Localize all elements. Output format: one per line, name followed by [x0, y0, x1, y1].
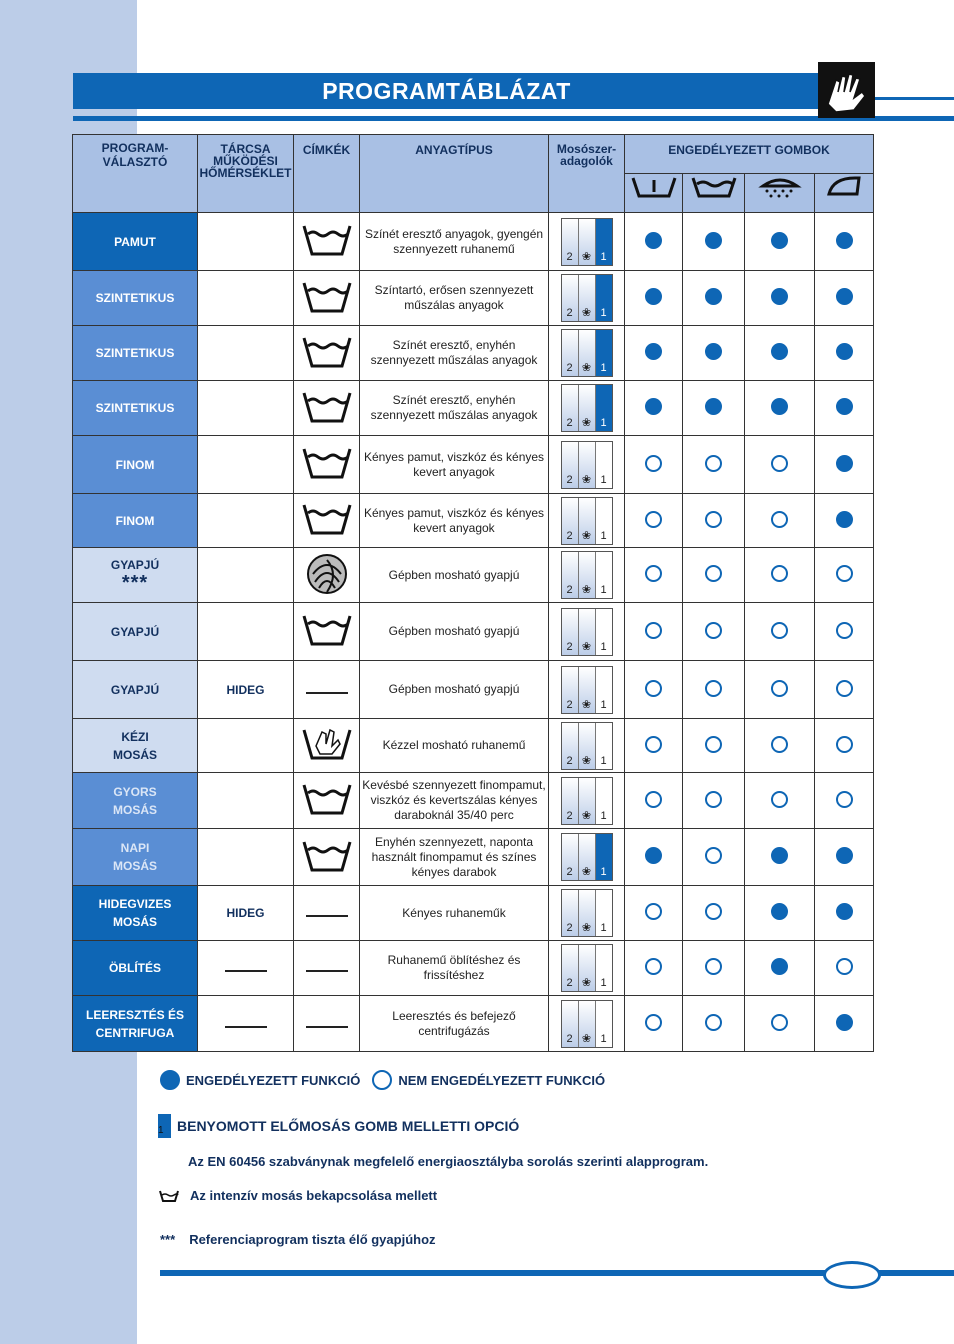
- enabled-dot-icon: [645, 288, 662, 305]
- button-status-cell: [745, 941, 815, 996]
- button-status-cell: [815, 941, 874, 996]
- header-material: ANYAGTÍPUS: [360, 135, 549, 213]
- enabled-dot-icon: [645, 398, 662, 415]
- wash-tub-icon: [294, 213, 360, 271]
- disabled-dot-icon: [645, 680, 662, 697]
- disabled-dot-icon: [645, 565, 662, 582]
- detergent-dispenser-icon: 2 ❀ 1: [561, 889, 613, 937]
- table-row: [73, 603, 874, 661]
- program-temp: [198, 996, 294, 1052]
- material-type: Gépben mosható gyapjú: [360, 603, 549, 661]
- detergent-dispenser-icon: 2 ❀ 1: [561, 274, 613, 322]
- button-status-cell: [745, 326, 815, 381]
- program-temp: [198, 719, 294, 773]
- no-label-dash: [294, 941, 360, 996]
- detergent-cell: [549, 996, 625, 1052]
- enabled-dot-icon: [705, 288, 722, 305]
- program-temp: HIDEG: [198, 661, 294, 719]
- program-temp: [198, 326, 294, 381]
- material-type: Gépben mosható gyapjú: [360, 548, 549, 603]
- detergent-cell: [549, 886, 625, 941]
- legend-prewash: [158, 1114, 519, 1138]
- program-name: ÖBLÍTÉS: [73, 941, 198, 996]
- header-program: PROGRAM- VÁLASZTÓ: [73, 135, 198, 213]
- disabled-dot-icon: [645, 511, 662, 528]
- button-status-cell: [625, 886, 683, 941]
- legend-enabled: [160, 1070, 605, 1090]
- program-name: SZINTETIKUS: [73, 326, 198, 381]
- button-status-cell: [815, 326, 874, 381]
- button-status-cell: [815, 996, 874, 1052]
- button-status-cell: [815, 436, 874, 494]
- button-status-cell: [815, 886, 874, 941]
- detergent-cell: [549, 213, 625, 271]
- material-type: Leeresztés és befejező centrifugázás: [360, 996, 549, 1052]
- program-name: GYAPJÚ: [73, 603, 198, 661]
- enabled-dot-icon: [771, 958, 788, 975]
- button-status-cell: [815, 548, 874, 603]
- detergent-cell: [549, 829, 625, 886]
- button-status-cell: [625, 603, 683, 661]
- disabled-dot-icon: [705, 565, 722, 582]
- button-status-cell: [815, 603, 874, 661]
- table-row: [73, 829, 874, 886]
- program-temp: [198, 436, 294, 494]
- enabled-dot-icon: [771, 232, 788, 249]
- no-label-dash: [294, 996, 360, 1052]
- wash-tub-icon: [294, 773, 360, 829]
- button-status-cell: [625, 381, 683, 436]
- disabled-dot-icon: [705, 680, 722, 697]
- wash-tub-icon: [294, 829, 360, 886]
- disabled-dot-icon: [645, 791, 662, 808]
- material-type: Színét eresztő anyagok, gyengén szennyezett ruhanemű: [360, 213, 549, 271]
- button-status-cell: [683, 996, 745, 1052]
- disabled-dot-icon: [771, 622, 788, 639]
- button-status-cell: [683, 326, 745, 381]
- disabled-dot-icon: [705, 958, 722, 975]
- detergent-dispenser-icon: 2 ❀ 1: [561, 608, 613, 656]
- enabled-dot-icon: [160, 1070, 180, 1090]
- detergent-cell: [549, 271, 625, 326]
- legend-intensive: [158, 1188, 437, 1203]
- detergent-cell: [549, 603, 625, 661]
- enabled-dot-icon: [771, 903, 788, 920]
- program-temp: [198, 213, 294, 271]
- disabled-dot-icon: [836, 958, 853, 975]
- enabled-dot-icon: [771, 398, 788, 415]
- program-rows: [73, 213, 874, 1052]
- enabled-dot-icon: [705, 232, 722, 249]
- disabled-dot-icon: [771, 565, 788, 582]
- wool-ball-icon: [294, 548, 360, 603]
- header-buttons: ENGEDÉLYEZETT GOMBOK: [625, 135, 874, 174]
- program-temp: [198, 773, 294, 829]
- disabled-dot-icon: [705, 736, 722, 753]
- detergent-dispenser-icon: 2 ❀ 1: [561, 497, 613, 545]
- table-row: [73, 436, 874, 494]
- program-name: SZINTETIKUS: [73, 381, 198, 436]
- disabled-dot-icon: [771, 455, 788, 472]
- program-name: GYAPJÚ ***: [73, 548, 198, 603]
- button-status-cell: [745, 548, 815, 603]
- button-status-cell: [683, 213, 745, 271]
- button-status-cell: [745, 213, 815, 271]
- header-detergent: Mosószer- adagolók: [549, 135, 625, 213]
- wash-tub-icon: [294, 436, 360, 494]
- button-status-cell: [625, 996, 683, 1052]
- program-temp: HIDEG: [198, 886, 294, 941]
- button-status-cell: [815, 773, 874, 829]
- button-status-cell: [683, 494, 745, 548]
- button-status-cell: [683, 941, 745, 996]
- material-type: Kényes pamut, viszkóz és kényes kevert anyagok: [360, 494, 549, 548]
- program-name: NAPI MOSÁS: [73, 829, 198, 886]
- enabled-dot-icon: [836, 511, 853, 528]
- disabled-dot-icon: [645, 1014, 662, 1031]
- button-status-cell: [625, 326, 683, 381]
- program-name: GYAPJÚ: [73, 661, 198, 719]
- button-status-cell: [625, 773, 683, 829]
- no-label-dash: [294, 886, 360, 941]
- disabled-dot-icon: [645, 903, 662, 920]
- disabled-dot-icon: [705, 847, 722, 864]
- enabled-dot-icon: [836, 847, 853, 864]
- prewash-marker-icon: 1: [158, 1114, 171, 1138]
- table-row: [73, 719, 874, 773]
- program-name: FINOM: [73, 494, 198, 548]
- disabled-dot-icon: [705, 511, 722, 528]
- button-status-cell: [745, 719, 815, 773]
- button-status-cell: [815, 381, 874, 436]
- table-row: [73, 271, 874, 326]
- detergent-dispenser-icon: 2 ❀ 1: [561, 329, 613, 377]
- detergent-cell: [549, 326, 625, 381]
- program-name: SZINTETIKUS: [73, 271, 198, 326]
- material-type: Kevésbé szennyezett finompamut, viszkóz és kevertszálas kényes daraboknál 35/40 perc: [360, 773, 549, 829]
- legend-enabled-text: ENGEDÉLYEZETT FUNKCIÓ: [186, 1072, 361, 1088]
- button-status-cell: [625, 719, 683, 773]
- program-temp: [198, 271, 294, 326]
- button-status-cell: [683, 829, 745, 886]
- hand-icon: [818, 62, 875, 118]
- detergent-cell: [549, 381, 625, 436]
- program-name: LEERESZTÉS ÉS CENTRIFUGA: [73, 996, 198, 1052]
- button-status-cell: [815, 661, 874, 719]
- button-status-cell: [625, 213, 683, 271]
- disabled-dot-icon: [771, 1014, 788, 1031]
- table-row: [73, 548, 874, 603]
- button-status-cell: [745, 886, 815, 941]
- button-status-cell: [625, 548, 683, 603]
- wash-tub-icon: [294, 326, 360, 381]
- intensive-wash-icon: [683, 174, 745, 213]
- button-status-cell: [815, 494, 874, 548]
- disabled-dot-icon: [836, 565, 853, 582]
- enabled-dot-icon: [836, 288, 853, 305]
- detergent-cell: [549, 661, 625, 719]
- program-name: FINOM: [73, 436, 198, 494]
- program-temp: [198, 829, 294, 886]
- program-name: GYORS MOSÁS: [73, 773, 198, 829]
- detergent-dispenser-icon: 2 ❀ 1: [561, 384, 613, 432]
- no-label-dash: [294, 661, 360, 719]
- button-status-cell: [745, 773, 815, 829]
- enabled-dot-icon: [645, 343, 662, 360]
- detergent-cell: [549, 941, 625, 996]
- legend-prewash-text: BENYOMOTT ELŐMOSÁS GOMB MELLETTI OPCIÓ: [177, 1118, 520, 1134]
- program-table: [72, 134, 874, 1052]
- en-note: Az EN 60456 szabványnak megfelelő energiaosztályba sorolás szerinti alapprogram.: [188, 1154, 709, 1169]
- button-status-cell: [745, 271, 815, 326]
- enabled-dot-icon: [836, 343, 853, 360]
- page-title: PROGRAMTÁBLÁZAT: [73, 73, 820, 109]
- enabled-dot-icon: [705, 343, 722, 360]
- disabled-dot-icon: [645, 736, 662, 753]
- program-name: KÉZI MOSÁS: [73, 719, 198, 773]
- button-status-cell: [625, 829, 683, 886]
- button-status-cell: [745, 603, 815, 661]
- disabled-dot-icon: [836, 680, 853, 697]
- detergent-cell: [549, 548, 625, 603]
- detergent-dispenser-icon: 2 ❀ 1: [561, 944, 613, 992]
- table-row: [73, 941, 874, 996]
- material-type: Színét eresztő, enyhén szennyezett műszálas anyagok: [360, 381, 549, 436]
- button-status-cell: [625, 941, 683, 996]
- wash-tub-icon: [294, 494, 360, 548]
- detergent-cell: [549, 494, 625, 548]
- disabled-dot-icon: [771, 680, 788, 697]
- table-row: [73, 494, 874, 548]
- button-status-cell: [683, 603, 745, 661]
- material-type: Színét eresztő, enyhén szennyezett műszálas anyagok: [360, 326, 549, 381]
- button-status-cell: [625, 661, 683, 719]
- intensive-wash-small-icon: [158, 1189, 180, 1203]
- detergent-dispenser-icon: 2 ❀ 1: [561, 1000, 613, 1048]
- material-type: Gépben mosható gyapjú: [360, 661, 549, 719]
- detergent-dispenser-icon: 2 ❀ 1: [561, 551, 613, 599]
- detergent-dispenser-icon: 2 ❀ 1: [561, 833, 613, 881]
- enabled-dot-icon: [836, 398, 853, 415]
- disabled-dot-icon: [705, 455, 722, 472]
- disabled-dot-icon: [705, 1014, 722, 1031]
- button-status-cell: [683, 548, 745, 603]
- detergent-cell: [549, 719, 625, 773]
- material-type: Ruhanemű öblítéshez és frissítéshez: [360, 941, 549, 996]
- disabled-dot-icon: [705, 903, 722, 920]
- disabled-dot-icon: [836, 736, 853, 753]
- button-status-cell: [683, 661, 745, 719]
- table-row: [73, 661, 874, 719]
- legend-wool-text: Referenciaprogram tiszta élő gyapjúhoz: [189, 1232, 436, 1247]
- button-status-cell: [683, 719, 745, 773]
- disabled-dot-icon: [645, 622, 662, 639]
- button-status-cell: [745, 436, 815, 494]
- material-type: Kényes pamut, viszkóz és kényes kevert anyagok: [360, 436, 549, 494]
- table-row: [73, 773, 874, 829]
- page-number-oval: [823, 1261, 881, 1289]
- program-temp: [198, 381, 294, 436]
- button-status-cell: [683, 381, 745, 436]
- legend-disabled-text: NEM ENGEDÉLYEZETT FUNKCIÓ: [398, 1072, 606, 1088]
- enabled-dot-icon: [771, 847, 788, 864]
- button-status-cell: [815, 719, 874, 773]
- program-name: PAMUT: [73, 213, 198, 271]
- table-row: [73, 996, 874, 1052]
- disabled-dot-icon: [771, 511, 788, 528]
- table-row: [73, 326, 874, 381]
- disabled-dot-icon: [372, 1070, 392, 1090]
- enabled-dot-icon: [771, 343, 788, 360]
- hand-wash-icon: [294, 719, 360, 773]
- table-row: [73, 886, 874, 941]
- detergent-cell: [549, 436, 625, 494]
- button-status-cell: [745, 381, 815, 436]
- disabled-dot-icon: [645, 958, 662, 975]
- material-type: Enyhén szennyezett, naponta használt finompamut és színes kényes darabok: [360, 829, 549, 886]
- disabled-dot-icon: [836, 622, 853, 639]
- disabled-dot-icon: [705, 622, 722, 639]
- enabled-dot-icon: [836, 455, 853, 472]
- button-status-cell: [745, 996, 815, 1052]
- program-temp: [198, 548, 294, 603]
- material-type: Kézzel mosható ruhanemű: [360, 719, 549, 773]
- button-status-cell: [815, 271, 874, 326]
- enabled-dot-icon: [645, 232, 662, 249]
- detergent-dispenser-icon: 2 ❀ 1: [561, 666, 613, 714]
- disabled-dot-icon: [705, 791, 722, 808]
- enabled-dot-icon: [836, 232, 853, 249]
- table-row: [73, 213, 874, 271]
- rinse-icon: [745, 174, 815, 213]
- button-status-cell: [815, 213, 874, 271]
- detergent-dispenser-icon: 2 ❀ 1: [561, 777, 613, 825]
- material-type: Kényes ruhaneműk: [360, 886, 549, 941]
- detergent-dispenser-icon: 2 ❀ 1: [561, 722, 613, 770]
- button-status-cell: [683, 773, 745, 829]
- button-status-cell: [683, 271, 745, 326]
- disabled-dot-icon: [771, 791, 788, 808]
- enabled-dot-icon: [705, 398, 722, 415]
- button-status-cell: [683, 436, 745, 494]
- button-status-cell: [625, 494, 683, 548]
- header-temp: TÁRCSA MŰKÖDÉSI HŐMÉRSÉKLET: [198, 135, 294, 213]
- wash-tub-icon: [294, 271, 360, 326]
- button-status-cell: [625, 271, 683, 326]
- button-status-cell: [625, 436, 683, 494]
- legend-intensive-text: Az intenzív mosás bekapcsolása mellett: [190, 1188, 438, 1203]
- iron-icon: [815, 174, 874, 213]
- program-temp: [198, 603, 294, 661]
- program-temp: [198, 941, 294, 996]
- material-type: Színtartó, erősen szennyezett műszálas anyagok: [360, 271, 549, 326]
- button-status-cell: [745, 494, 815, 548]
- stars-marker: ***: [160, 1232, 176, 1247]
- disabled-dot-icon: [645, 455, 662, 472]
- program-name: HIDEGVIZES MOSÁS: [73, 886, 198, 941]
- disabled-dot-icon: [771, 736, 788, 753]
- wash-tub-icon: [294, 603, 360, 661]
- button-status-cell: [683, 886, 745, 941]
- enabled-dot-icon: [836, 1014, 853, 1031]
- prewash-icon: [625, 174, 683, 213]
- button-status-cell: [745, 661, 815, 719]
- program-temp: [198, 494, 294, 548]
- enabled-dot-icon: [771, 288, 788, 305]
- legend-wool: [160, 1232, 436, 1247]
- button-status-cell: [745, 829, 815, 886]
- detergent-dispenser-icon: 2 ❀ 1: [561, 441, 613, 489]
- table-row: [73, 381, 874, 436]
- enabled-dot-icon: [645, 847, 662, 864]
- detergent-dispenser-icon: 2 ❀ 1: [561, 218, 613, 266]
- disabled-dot-icon: [836, 791, 853, 808]
- enabled-dot-icon: [836, 903, 853, 920]
- wash-tub-icon: [294, 381, 360, 436]
- header-labels: CÍMKÉK: [294, 135, 360, 213]
- button-status-cell: [815, 829, 874, 886]
- detergent-cell: [549, 773, 625, 829]
